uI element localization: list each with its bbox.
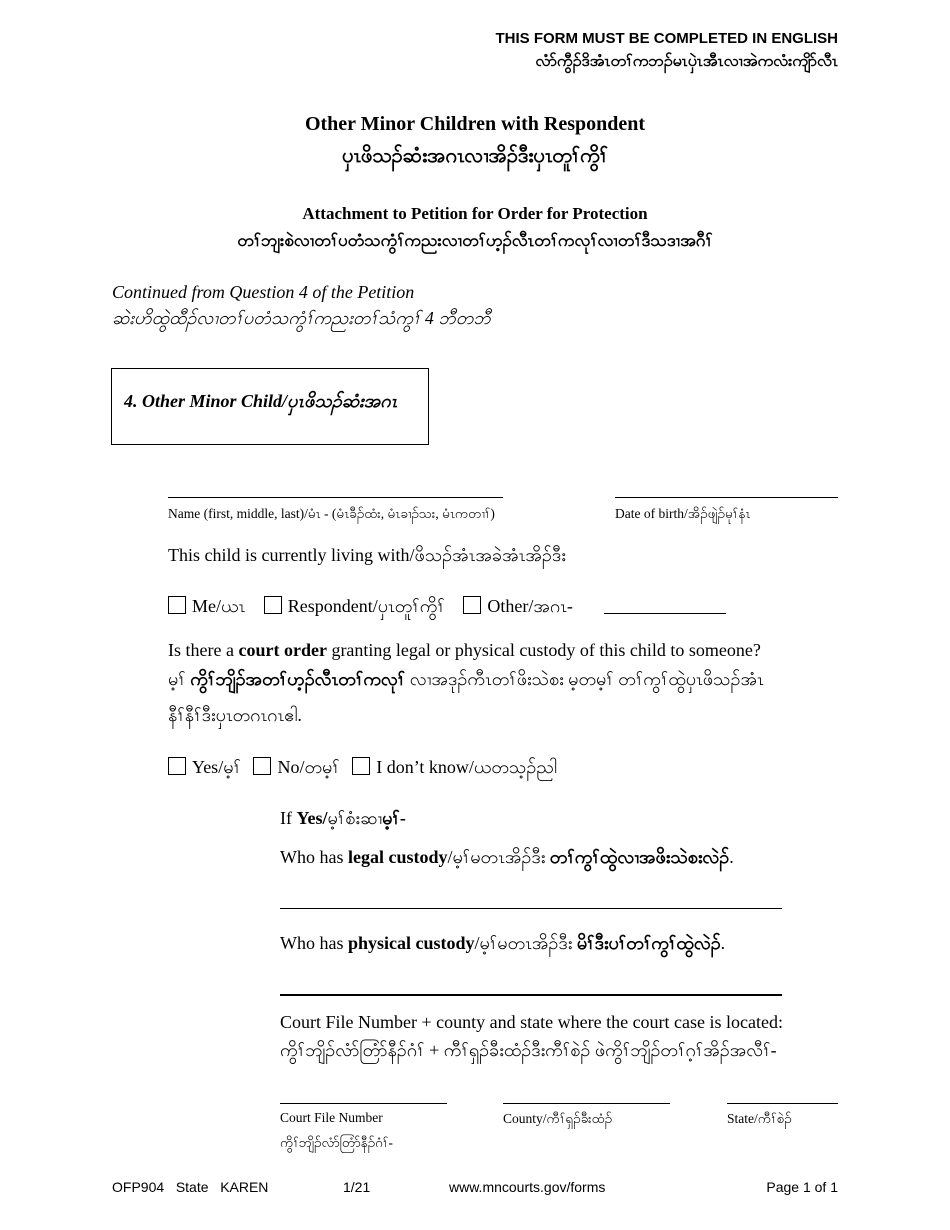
physical-custody-question: Who has physical custody/မ့ၢ်မတၤအိၣ်ဒီး မိၢ်ဒီးပၢ်တၢ်ကွၢ်ထွဲလဲၣ်. <box>280 933 726 953</box>
court-order-no-option[interactable]: No/တမ့ၢ် <box>253 755 339 782</box>
court-order-options <box>168 755 571 782</box>
court-file-number-field-line[interactable] <box>280 1103 447 1104</box>
footer-form-id: OFP904 State KAREN <box>112 1179 269 1195</box>
continued-note-karen: ဆဲးဟိထွဲထီၣ်လၢတၢ်ပတံသကွံၢ်ကညးတၢ်သံကွၢ် 4 ဘီတဘီ <box>112 308 491 328</box>
name-caption: Name (first, middle, last)/မံၤ - (မံၤခီၣ်ထံး, မံၤခၢၣ်သး, မံၤကတၢၢ်) <box>168 506 495 521</box>
court-order-yes-option[interactable]: Yes/မ့ၢ် <box>168 755 241 782</box>
court-file-number-caption: Court File Number <box>280 1110 383 1125</box>
dob-caption: Date of birth/အိၣ်ဖျဲၣ်မုၢ်နံၤ <box>615 506 751 521</box>
court-order-question: Is there a court order granting legal or physical custody of this child to someone? <box>168 640 761 660</box>
checkbox[interactable] <box>352 757 370 775</box>
checkbox[interactable] <box>264 596 282 614</box>
court-file-instruction: Court File Number + county and state where the court case is located: <box>280 1012 783 1032</box>
footer-version: 1/21 <box>343 1179 371 1195</box>
if-yes-label: If Yes/မ့ၢ်စံးဆၢမ့ၢ်- <box>280 808 406 828</box>
court-file-number-caption-karen: ကွိၢ်ဘျိၣ်လံာ်တြံာ်နီၣ်ဂံၢ်- <box>280 1135 393 1150</box>
header-karen-notice: လံာ်ကွီၣ်ဒိအံၤတၢ်ကဘၣ်မၤပှဲၤအီၤလၢအဲကလံးကျိာ်လီၤ <box>535 53 838 70</box>
living-with-me-option[interactable]: Me/ယၤ <box>168 594 245 621</box>
continued-note: Continued from Question 4 of the Petition <box>112 282 415 302</box>
dob-field-line[interactable] <box>615 497 838 498</box>
legal-custody-field-line[interactable] <box>280 908 782 909</box>
section-box <box>111 368 429 445</box>
legal-custody-question: Who has legal custody/မ့ၢ်မတၤအိၣ်ဒီး တၢ်ကွၢ်ထွဲလၢအဖိးသဲစးလဲၣ်. <box>280 847 734 867</box>
checkbox[interactable] <box>463 596 481 614</box>
living-with-respondent-option[interactable]: Respondent/ပှၤတူၢ်ကွိၢ် <box>264 594 445 621</box>
footer-page-number: Page 1 of 1 <box>766 1179 838 1195</box>
other-field-line[interactable] <box>604 613 726 614</box>
footer-url[interactable]: www.mncourts.gov/forms <box>449 1179 606 1195</box>
page-title: Other Minor Children with Respondent <box>304 113 646 135</box>
header-english-notice: THIS FORM MUST BE COMPLETED IN ENGLISH <box>495 30 838 47</box>
state-field-line[interactable] <box>727 1103 838 1104</box>
checkbox[interactable] <box>168 596 186 614</box>
checkbox[interactable] <box>253 757 271 775</box>
court-order-question-karen: မ့ၢ် ကွိၢ်ဘျိၣ်အတၢ်ဟ့ၣ်လီၤတၢ်ကလုၢ် လၢအဒုၣ်ကီၤတၢ်ဖိးသဲစး မ့တမ့ၢ် တၢ်ကွၢ်ထွဲပှၤဖိသၣ်အံၤ <box>168 669 764 689</box>
county-caption: County/ကီၢ်ရှၣ်ခီးထံၣ် <box>503 1111 613 1126</box>
name-field-line[interactable] <box>168 497 503 498</box>
court-order-unknown-option[interactable]: I don’t know/ယတသ့ၣ်ညါ <box>352 755 557 782</box>
court-order-question-karen-line3: နီၢ်နီၢ်ဒီးပှၤတဂၤဂၤဧါ. <box>168 705 302 725</box>
page-subtitle-karen: တၢ်ဘျးစဲလၢတၢ်ပတံသကွံၢ်ကညးလၢတၢ်ဟ့ၣ်လီၤတၢ်ကလုၢ်လၢတၢ်ဒီသဒၢအဂီၢ် <box>237 231 713 250</box>
page-title-karen: ပှၤဖိသၣ်ဆံးအဂၤလၢအိၣ်ဒီးပှၤတူၢ်ကွိၢ် <box>341 145 609 167</box>
state-caption: State/ကီၢ်စဲၣ် <box>727 1111 792 1126</box>
county-field-line[interactable] <box>503 1103 670 1104</box>
checkbox[interactable] <box>168 757 186 775</box>
living-with-other-option[interactable]: Other/အဂၤ- <box>463 594 573 621</box>
court-file-instruction-karen: ကွိၢ်ဘျိၣ်လံာ်တြံာ်နီၣ်ဂံၢ် + ကီၢ်ရှၣ်ခီးထံၣ်ဒီးကီၢ်စဲၣ် ဖဲကွိၢ်ဘျိၣ်တၢ်ဂ့ၢ်အိၣ်အလီၢ်- <box>280 1040 777 1060</box>
living-with-question: This child is currently living with/ဖိသၣ်အံၤအခဲအံၤအိၣ်ဒီး <box>168 545 566 565</box>
physical-custody-field-line[interactable] <box>280 994 782 996</box>
living-with-options <box>168 594 587 621</box>
section-heading: 4. Other Minor Child/ပှၤဖိသၣ်ဆံးအဂၤ <box>124 391 398 411</box>
page-subtitle: Attachment to Petition for Order for Protection <box>302 204 648 223</box>
